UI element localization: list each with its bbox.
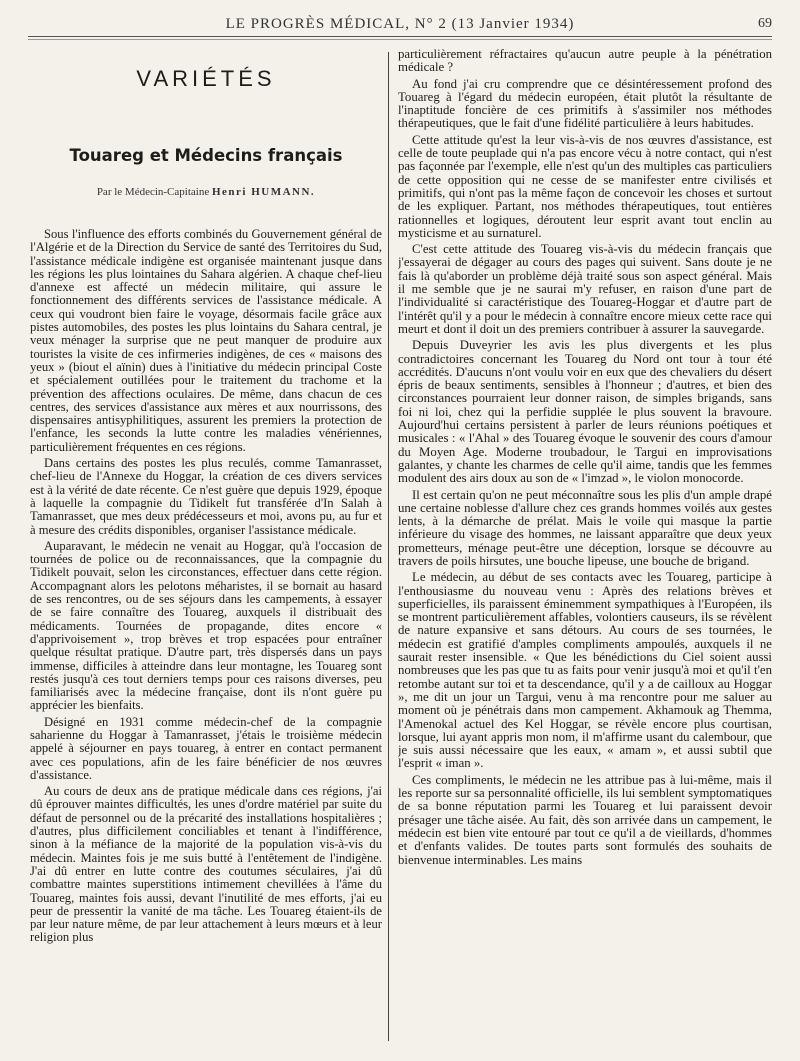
byline-author: Henri HUMANN. xyxy=(211,186,316,198)
paragraph: Il est certain qu'on ne peut méconnaître sous les plis d'un ample drapé une certaine noblesse d'allure chez ces grands hommes voilés aux gestes lents, à la démarche de prélat. Mais le voile qui masque la partie inférieure du visage des hommes, ne laissant apparaître que deux yeux prometteurs, ménage peut-être une déception, lorsque se découvre au travers de poils hirsutes, une bouche lipeuse, une bouche de brigand. xyxy=(398,487,772,568)
paragraph: Depuis Duveyrier les avis les plus divergents et les plus contradictoires concernant les Touareg du Nord ont tour à tour été accrédités. D'aucuns n'ont voulu voir en eux que des chevaliers du désert épris de beaux sentiments, sensibles à l'honneur ; d'autres, et bien des circonstances pourraient leur donner raison, de simples brigands, sans foi ni loi, chez qui la perfidie supplée le plus souvent la bravoure. Aujourd'hui certains persistent à parler de leurs réunions poétiques et musicales : « l'Ahal » des Touareg évoque le souvenir des cours d'amour du Moyen Age. Moderne troubadour, le Targui en improvisations galantes, y chante les charmes de celle qu'il aime, tandis que les femmes modulent des airs doux au son de « l'imzad », le violon monocorde. xyxy=(398,338,772,486)
article-title: Touareg et Médecins français xyxy=(69,146,343,165)
paragraph-continued: particulièrement réfractaires qu'aucun autre peuple à la pénétration médicale ? xyxy=(398,48,772,75)
running-title: LE PROGRÈS MÉDICAL, N° 2 (13 Janvier 1934) xyxy=(225,16,575,32)
right-column xyxy=(398,48,772,1053)
paragraph: Sous l'influence des efforts combinés du Gouvernement général de l'Algérie et de la Direction du Service de santé des Territoires du Sud, l'assistance médicale indigène est organisée maintenant jusque dans les régions les plus lointaines du Sahara algérien. A chaque chef-lieu d'annexe est affecté un médecin militaire, qui assure le fonctionnement des différents services de l'assistance médicale. A ceux qui voudront bien faire le voyage, désormais facile grâce aux pistes automobiles, des postes les plus lointains du Sahara central, je veux ménager la surprise que ne peut manquer de produire aux touristes la visite de ces infirmeries indigènes, de ces « maisons des yeux » (biout el aïnin) dues à l'initiative du médecin principal Coste et spécialement outillées pour le traitement du trachome et la prévention des affections oculaires. De même, dans chacun de ces centres, des services d'assistance aux mères et aux nourrissons, des dispensaires antisyphilitiques, assurent les premiers la protection de l'enfance, les seconds la lutte contre les maladies vénériennes, particulièrement fréquentes en ces régions. xyxy=(30,227,382,454)
byline xyxy=(30,186,382,210)
paragraph: Désigné en 1931 comme médecin-chef de la compagnie saharienne du Hoggar à Tamanrasset, j'étais le troisième médecin appelé à séjourner en pays touareg, à entrer en contact permanent avec ces populations, afin de les faire bénéficier de nos œuvres d'assistance. xyxy=(30,714,382,782)
paragraph: Le médecin, au début de ses contacts avec les Touareg, participe à l'enthousiasme du nouveau venu : Après des relations brèves et superficielles, ils paraissent éminemment sympathiques à l'Européen, ils se montrent particulièrement affables, volontiers causeurs, ils se révèlent de nature expansive et sans détours. Au cours de ses tournées, le médecin est gratifié d'amples compliments ampoulés, auxquels il ne saurait rester insensible. « Que les bénédictions du Ciel soient aussi nombreuses que les pas que tu as faits pour venir jusqu'à moi et qu'il t'en retombe autant sur toi et ta descendance, qu'il y a de cailloux au Hoggar », me dit un jour un Targui, venu à ma rencontre pour me saluer au moment où je pénétrais dans mon campement. Akhamouk ag Themma, l'Amenokal actuel des Kel Hoggar, se révèle encore plus courtisan, lorsque, lui ayant appris mon nom, il m'affirme usant du calembour, que je suis aussi nécessaire que les eaux, « amam », et aussi subtil que l'esprit « iman ». xyxy=(398,570,772,771)
paragraph: Au fond j'ai cru comprendre que ce désintéressement profond des Touareg à l'égard du médecin européen, était plutôt la résultante de l'inaptitude foncière de ces primitifs à s'assimiler nos méthodes thérapeutiques, que le fait d'une fidélité particulière à leurs habitudes. xyxy=(398,76,772,131)
paragraph: C'est cette attitude des Touareg vis-à-vis du médecin français que j'essayerai de dégager au cours des pages qui suivent. Sans doute je ne fais là qu'aborder un problème déjà traité sous son aspect général. Mais il me semble que je ne saurai m'y refuser, en raison d'une part de l'individualité si caractéristique des Touareg-Hoggar et d'autre part de l'intérêt qu'il y a pour le médecin à connaître encore mieux cette race qui meurt et dont il doit un des premiers contribuer à assurer la sauvegarde. xyxy=(398,242,772,336)
column-divider xyxy=(388,52,389,1041)
byline-prefix: Par le Médecin-Capitaine xyxy=(96,186,210,198)
paragraph: Auparavant, le médecin ne venait au Hoggar, qu'à l'occasion de tournées de police ou de reconnaissances, que la compagnie du Tidikelt pouvait, selon les circonstances, effectuer dans cette région. Accompagnant alors les pelotons méharistes, il se bornait au hasard de ses rencontres, ou de ses séjours dans les campements, à essayer de se faire connaître des Touareg, auxquels il distribuait des médicaments. Tournées de propagande, dites encore « d'apprivoisement », trop brèves et trop espacées pour entraîner quelque résultat pratique. D'autre part, très dispersés dans un pays immense, difficiles à atteindre dans leur montagne, les Touareg sont restés jusqu'à ces tout derniers temps pour ces raisons diverses, peu familiarisés avec la médecine française, dont ils n'ont guère pu apprécier les bienfaits. xyxy=(30,538,382,713)
left-column-body xyxy=(30,228,382,945)
page-number: 69 xyxy=(758,16,772,31)
header-rule-secondary xyxy=(28,39,772,40)
paragraph: Dans certains des postes les plus reculés, comme Tamanrasset, chef-lieu de l'Annexe du Hoggar, la création de ces divers services est à la vérité de date récente. Ce n'est guère que depuis 1929, époque à laquelle la compagnie du Tidikelt fut transférée d'In Salah à Tamanrasset, que mes deux prédécesseurs et moi, avons pu, au fur et à mesure des crédits disponibles, organiser l'assistance médicale. xyxy=(30,456,382,537)
paragraph: Au cours de deux ans de pratique médicale dans ces régions, j'ai dû éprouver maintes difficultés, les unes d'ordre matériel par suite du défaut de personnel ou de la précarité des installations hospitalières ; d'autres, plus difficilement conciliables et tenant à l'indifférence, sinon à la méfiance de la majorité de la population vis-à-vis du médecin. Maintes fois je me suis butté à l'entêtement de l'indigène. J'ai dû entrer en lutte contre des coutumes séculaires, j'ai dû combattre maintes superstitions intimement chevillées à l'âme du Touareg, maintes fois aussi, devant l'inutilité de mes efforts, j'ai eu peur de pressentir la vanité de ma tâche. Les Touareg étaient-ils de par leur nature même, de par leur attachement à leurs mœurs et à leur religion plus xyxy=(30,784,382,945)
paragraph: Ces compliments, le médecin ne les attribue pas à lui-même, mais il les reporte sur sa personnalité officielle, ils lui semblent symptomatiques de sa bonne réputation parmi les Touareg et lui paraissent devoir présager une tâche aisée. Au fait, dès son arrivée dans un campement, le médecin est bien vite entouré par tout ce qu'il a de vieillards, d'hommes et d'enfants valides. De toutes parts sont formulés des souhaits de bienvenue interminables. Les mains xyxy=(398,772,772,867)
paragraph: Cette attitude qu'est la leur vis-à-vis de nos œuvres d'assistance, est celle de toute peuplade qui n'a pas encore vécu à notre contact, qui n'est pas façonnée par l'exemple, elle n'est qu'un des multiples cas particuliers de cette opposition qui ne cesse de se manifester entre civilisés et primitifs, qui n'ont pas la même façon de concevoir les choses et surtout de les expliquer. Partant, nos méthodes thérapeutiques, tout entières rationnelles et logiques, déroutent leur esprit avant tout enclin au mysticisme et au surnaturel. xyxy=(398,132,772,240)
section-title: VARIÉTÉS xyxy=(136,66,276,91)
left-column xyxy=(30,50,382,1053)
right-column-body xyxy=(398,48,772,867)
running-head xyxy=(0,6,800,32)
header-rule xyxy=(28,36,772,37)
